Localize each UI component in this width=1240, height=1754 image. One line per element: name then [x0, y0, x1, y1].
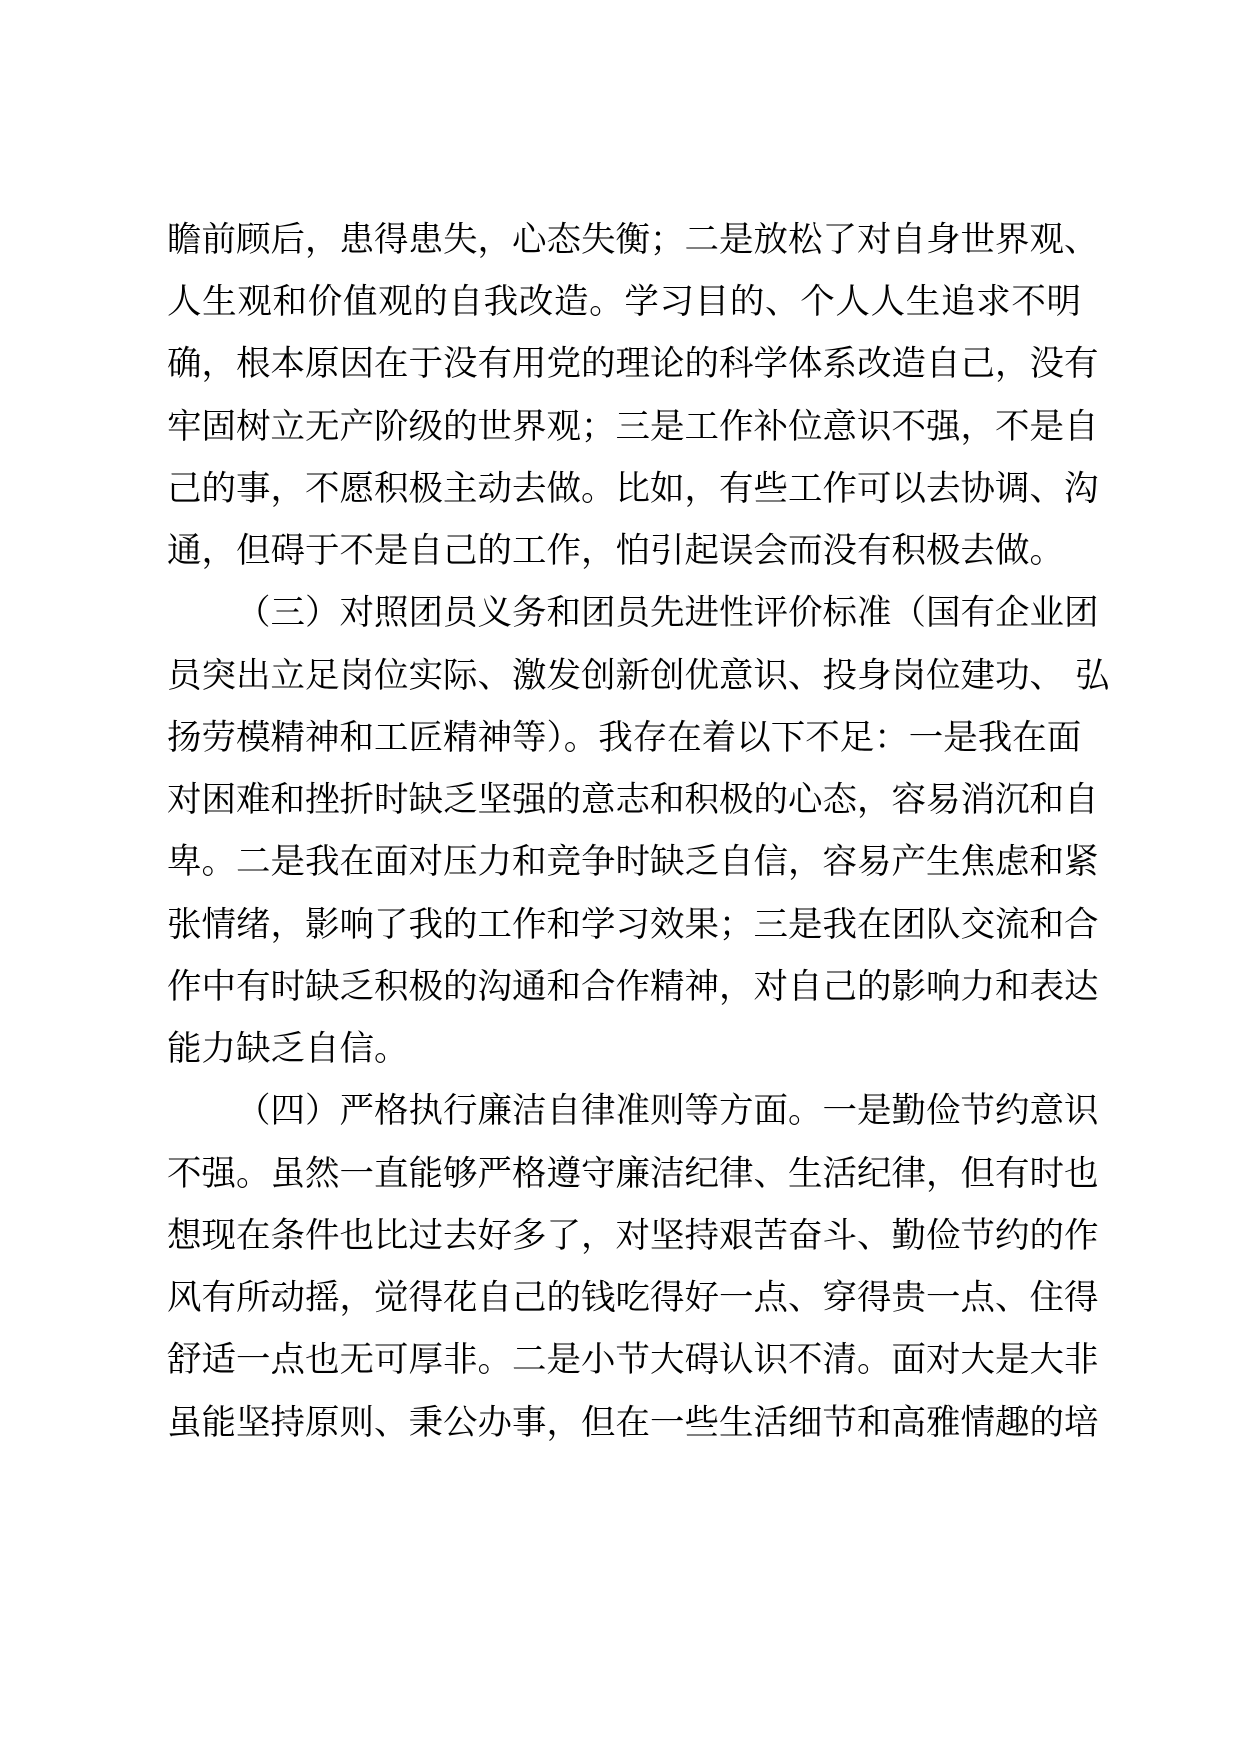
paragraph-line: 不强。虽然一直能够严格遵守廉洁纪律、生活纪律，但有时也 [167, 1154, 1099, 1194]
section-heading-line: （四）严格执行廉洁自律准则等方面。一是勤俭节约意识 [236, 1091, 1099, 1131]
section-heading-line: （三）对照团员义务和团员先进性评价标准（国有企业团 [236, 593, 1099, 633]
paragraph-line: 瞻前顾后，患得患失，心态失衡；二是放松了对自身世界观、 [167, 220, 1099, 260]
paragraph-line: 通，但碍于不是自己的工作，怕引起误会而没有积极去做。 [167, 531, 1064, 571]
paragraph-line: 人生观和价值观的自我改造。学习目的、个人人生追求不明 [167, 282, 1081, 322]
paragraph-line: 虽能坚持原则、秉公办事，但在一些生活细节和高雅情趣的培 [167, 1403, 1099, 1443]
paragraph-line: 风有所动摇，觉得花自己的钱吃得好一点、穿得贵一点、住得 [167, 1278, 1099, 1318]
paragraph-line: 己的事，不愿积极主动去做。比如，有些工作可以去协调、沟 [167, 469, 1099, 509]
paragraph-line: 员突出立足岗位实际、激发创新创优意识、投身岗位建功、 弘 [167, 656, 1110, 696]
paragraph-line: 能力缺乏自信。 [167, 1029, 409, 1069]
paragraph-line: 想现在条件也比过去好多了，对坚持艰苦奋斗、勤俭节约的作 [167, 1216, 1099, 1256]
paragraph-line: 对困难和挫折时缺乏坚强的意志和积极的心态，容易消沉和自 [167, 780, 1099, 820]
paragraph-line: 舒适一点也无可厚非。二是小节大碍认识不清。面对大是大非 [167, 1340, 1099, 1380]
paragraph-line: 卑。二是我在面对压力和竞争时缺乏自信，容易产生焦虑和紧 [167, 842, 1099, 882]
paragraph-line: 作中有时缺乏积极的沟通和合作精神，对自己的影响力和表达 [167, 967, 1099, 1007]
paragraph-line: 确，根本原因在于没有用党的理论的科学体系改造自己，没有 [167, 344, 1099, 384]
paragraph-line: 扬劳模精神和工匠精神等）。我存在着以下不足：一是我在面 [167, 718, 1082, 758]
paragraph-line: 牢固树立无产阶级的世界观；三是工作补位意识不强，不是自 [167, 407, 1099, 447]
paragraph-line: 张情绪，影响了我的工作和学习效果；三是我在团队交流和合 [167, 905, 1099, 945]
